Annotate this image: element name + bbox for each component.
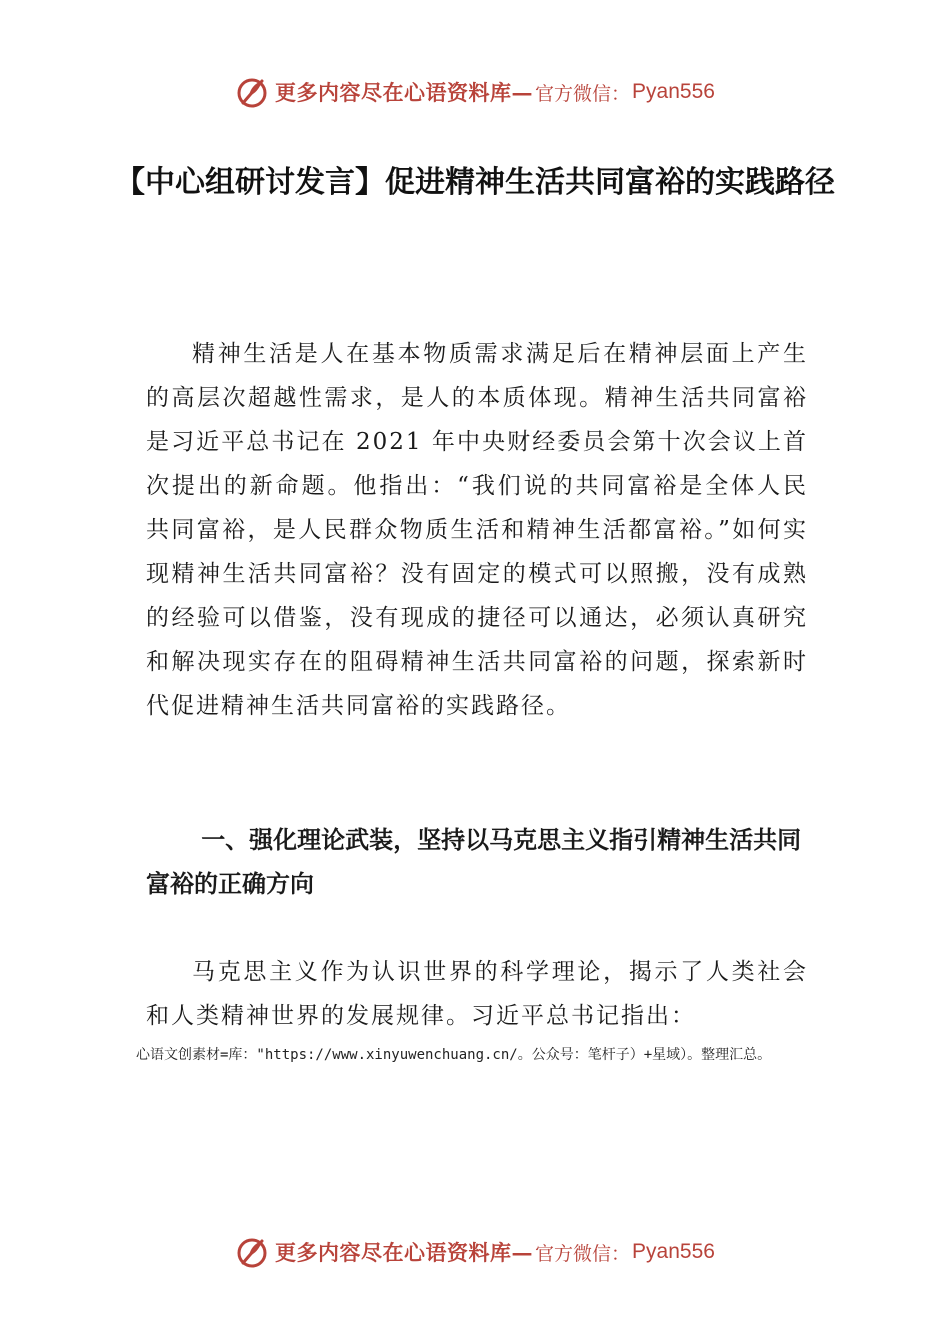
banner-text: 更多内容尽在心语资料库—: [275, 80, 534, 105]
top-banner: [0, 72, 950, 112]
banner-wechat-label: 官方微信：: [535, 82, 631, 105]
bottom-banner: [0, 1232, 950, 1272]
section-heading-1: 一、强化理论武装，坚持以马克思主义指引精神生活共同富裕的正确方向: [146, 826, 802, 898]
banner-wechat-id: Pyan556: [632, 80, 715, 103]
feather-circle-logo-icon: [235, 1235, 269, 1269]
banner-wechat-label: 官方微信：: [535, 1242, 631, 1265]
body-paragraph-2: 马克思主义作为认识世界的科学理论，揭示了人类社会和人类精神世界的发展规律。习近平总书记指出：: [146, 959, 808, 1029]
feather-circle-logo-icon: [235, 75, 269, 109]
document-title: 【中心组研讨发言】促进精神生活共同富裕的实践路径: [115, 165, 835, 200]
banner-text: 更多内容尽在心语资料库—: [275, 1240, 534, 1265]
body-paragraph-1: 精神生活是人在基本物质需求满足后在精神层面上产生的高层次超越性需求，是人的本质体现。精神生活共同富裕是习近平总书记在 2021 年中央财经委员会第十次会议上首次提出的新命题。他指出：“我们说的共同富裕是全体人民共同富裕，是人民群众物质生活和精神生活都富裕。”如何实现精神生活共同富裕？没有固定的模式可以照搬，没有成熟的经验可以借鉴，没有现成的捷径可以通达，必须认真研究和解决现实存在的阻碍精神生活共同富裕的问题，探索新时代促进精神生活共同富裕的实践路径。: [146, 341, 808, 719]
banner-wechat-id: Pyan556: [632, 1240, 715, 1263]
source-note: 心语文创素材=库："https://www.xinyuwenchuang.cn/。公众号：笔杆子）+星域）。整理汇总。: [136, 1047, 772, 1063]
